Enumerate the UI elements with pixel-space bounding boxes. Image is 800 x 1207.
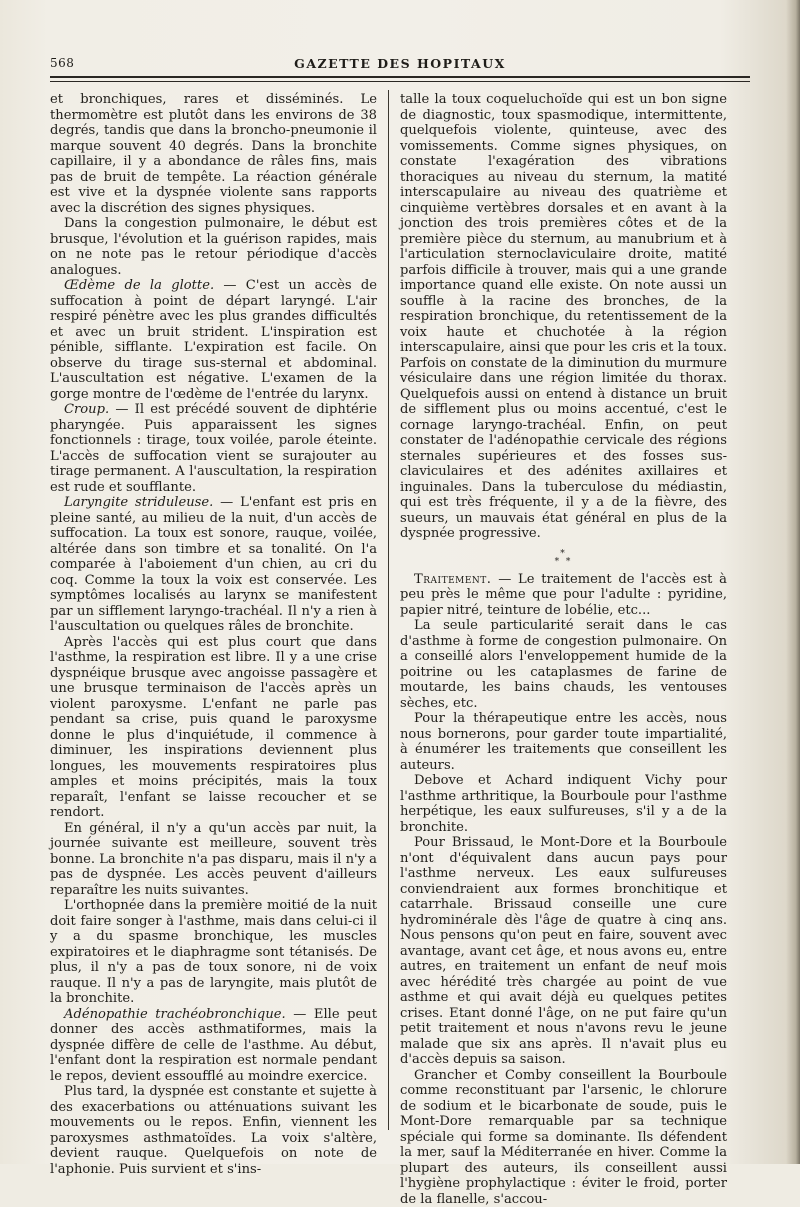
- paragraph: [50, 402, 377, 495]
- column-divider: [388, 90, 389, 1130]
- paragraph: [50, 278, 377, 402]
- page-edge-shadow: [786, 0, 800, 1164]
- paragraph: Grancher et Comby conseillent la Bourboule comme reconstituant par l'arsenic, le chlorure de sodium et le bicarbonate de soude, puis le Mont-Dore remarquable par sa technique spéciale qui forme sa dominante. Ils défendent la mer, sauf la Méditerranée en hiver. Comme la plupart des auteurs, ils conseillent aussi l'hygiène prophylactique : éviter le froid, porter de la flanelle, s'accou-: [400, 1068, 727, 1207]
- paragraph: Pour Brissaud, le Mont-Dore et la Bourboule n'ont d'équivalent dans aucun pays pour l'asthme nerveux. Les eaux sulfureuses conviendraient aux formes bronchitique et catarrhale. Brissaud conseille une cure hydrominérale dès l'âge de quatre à cinq ans. Nous pensons qu'on peut en faire, souvent avec avantage, avant cet âge, et nous avons eu, entre autres, en traitement un enfant de neuf mois avec hérédité très chargée au point de vue asthme et qui avait déjà eu quelques petites crises. Etant donné l'âge, on ne put faire qu'un petit traitement et nous n'avons revu le jeune malade que six ans après. Il n'avait plus eu d'accès depuis sa saison.: [400, 835, 727, 1068]
- paragraph-text: — L'enfant est pris en pleine santé, au milieu de la nuit, d'un accès de suffocation. La toux est sonore, rauque, voilée, altérée dans son timbre et sa tonalité. On l'a comparée à l'aboiement d'un chien, au cri du coq. Comme la toux la voix est conservée. Les symptômes localisés au larynx se manifestent par un sifflement laryngo-trachéal. Il n'y a rien à l'auscultation ou quelques râles de bronchite.: [50, 495, 377, 634]
- paragraph: [50, 495, 377, 635]
- separator-star-bottom: * *: [400, 558, 727, 566]
- paragraph: Dans la congestion pulmonaire, le début est brusque, l'évolution et la guérison rapides, mais on ne note pas le retour périodique d'accès analogues.: [50, 216, 377, 278]
- paragraph-text: — Il est précédé souvent de diphtérie pharyngée. Puis apparaissent les signes fonctionnels : tirage, toux voilée, parole éteinte. L'accès de suffocation vient se surajouter au tirage permanent. A l'auscultation, la respiration est rude et soufflante.: [50, 402, 377, 495]
- header-rule-thick: [50, 76, 750, 78]
- paragraph: talle la toux coqueluchoïde qui est un bon signe de diagnostic, toux spasmodique, intermittente, quelquefois violente, quinteuse, avec des vomissements. Comme signes physiques, on constate l'exagération des vibrations thoraciques au niveau du sternum, la matité interscapulaire au niveau des quatrième et cinquième vertèbres dorsales et en avant à la jonction des trois premières côtes et de la première pièce du sternum, au manubrium et à l'articulation sternoclaviculaire droite, matité parfois difficile à trouver, mais qui a une grande importance quand elle existe. On note aussi un souffle à la racine des bronches, de la respiration bronchique, du retentissement de la voix haute et chuchotée à la région interscapulaire, ainsi que pour les cris et la toux. Parfois on constate de la diminution du murmure vésiculaire dans une région limitée du thorax. Quelquefois aussi on entend à distance un bruit de sifflement plus ou moins accentué, c'est le cornage laryngo-trachéal. Enfin, on peut constater de l'adénopathie cervicale des régions sternales supérieures et des fosses sus-claviculaires et des adénites axillaires et inguinales. Dans la tuberculose du médiastin, qui est très fréquente, il y a de la fièvre, des sueurs, un mauvais état général en plus de la dyspnée progressive.: [400, 92, 727, 542]
- paragraph: Pour la thérapeutique entre les accès, nous nous bornerons, pour garder toute impartialité, à énumérer les traitements que conseillent les auteurs.: [400, 711, 727, 773]
- paragraph: La seule particularité serait dans le cas d'asthme à forme de congestion pulmonaire. On a conseillé alors l'enveloppement humide de la poitrine ou les cataplasmes de farine de moutarde, les bains chauds, les ventouses sèches, etc.: [400, 618, 727, 711]
- paragraph-text: — Elle peut donner des accès asthmatiformes, mais la dyspnée diffère de celle de l'asthme. Au début, l'enfant dont la respiration est normale pendant le repos, devient essoufflé au moindre exercice.: [50, 1007, 377, 1084]
- section-heading: Adénopathie trachéobronchique.: [64, 1007, 286, 1022]
- separator-star-top: *: [400, 550, 727, 558]
- paragraph: Après l'accès qui est plus court que dans l'asthme, la respiration est libre. Il y a une crise dyspnéique brusque avec angoisse passagère et une brusque terminaison de l'accès après un violent paroxysme. L'enfant ne parle pas pendant sa crise, puis quand le paroxysme donne le plus d'inquiétude, il commence à diminuer, les inspirations deviennent plus longues, les mouvements respiratoires plus amples et moins précipités, mais la toux reparaît, l'enfant se laisse recoucher et se rendort.: [50, 635, 377, 821]
- paragraph: et bronchiques, rares et disséminés. Le thermomètre est plutôt dans les environs de 38 degrés, tandis que dans la broncho-pneumonie il marque souvent 40 degrés. Dans la bronchite capillaire, il y a abondance de râles fins, mais pas de bruit de tempête. La réaction générale est vive et la dyspnée violente sans rapports avec la discrétion des signes physiques.: [50, 92, 377, 216]
- right-column: [400, 92, 727, 1207]
- paragraph-text: — C'est un accès de suffocation à point de départ laryngé. L'air respiré pénètre avec les plus grandes difficultés et avec un bruit strident. L'inspiration est pénible, sifflante. L'expiration est facile. On observe du tirage sus-sternal et abdominal. L'auscultation est négative. L'examen de la gorge montre de l'œdème de l'entrée du larynx.: [50, 278, 377, 402]
- paragraph: [400, 572, 727, 619]
- paragraph: En général, il n'y a qu'un accès par nuit, la journée suivante est meilleure, souvent très bonne. La bronchite n'a pas disparu, mais il n'y a pas de dyspnée. Les accès peuvent d'ailleurs reparaître les nuits suivantes.: [50, 821, 377, 899]
- page-number: 568: [50, 56, 74, 70]
- paragraph: [50, 1007, 377, 1085]
- header-rule-thin: [50, 81, 750, 82]
- paragraph: L'orthopnée dans la première moitié de la nuit doit faire songer à l'asthme, mais dans celui-ci il y a du spasme bronchique, les muscles expiratoires et le diaphragme sont tétanisés. De plus, il n'y a pas de toux sonore, ni de voix rauque. Il n'y a pas de laryngite, mais plutôt de la bronchite.: [50, 898, 377, 1007]
- section-heading: Croup.: [64, 402, 109, 417]
- page-header: [50, 56, 750, 76]
- running-title: GAZETTE DES HOPITAUX: [50, 56, 750, 71]
- paragraph-text: — Le traitement de l'accès est à peu près le même que pour l'adulte : pyridine, papier nitré, teinture de lobélie, etc...: [400, 572, 727, 618]
- section-heading: Œdème de la glotte.: [64, 278, 214, 293]
- paragraph: Plus tard, la dyspnée est constante et sujette à des exacerbations ou atténuations suivant les mouvements ou le repos. Enfin, viennent les paroxysmes asthmatoïdes. La voix s'altère, devient rauque. Quelquefois on note de l'aphonie. Puis survient et s'ins-: [50, 1084, 377, 1177]
- section-heading: Traitement.: [414, 572, 491, 587]
- section-heading: Laryngite striduleuse.: [64, 495, 213, 510]
- left-column: [50, 92, 377, 1177]
- section-separator: [400, 550, 727, 566]
- paragraph: Debove et Achard indiquent Vichy pour l'asthme arthritique, la Bourboule pour l'asthme herpétique, les eaux sulfureuses, s'il y a de la bronchite.: [400, 773, 727, 835]
